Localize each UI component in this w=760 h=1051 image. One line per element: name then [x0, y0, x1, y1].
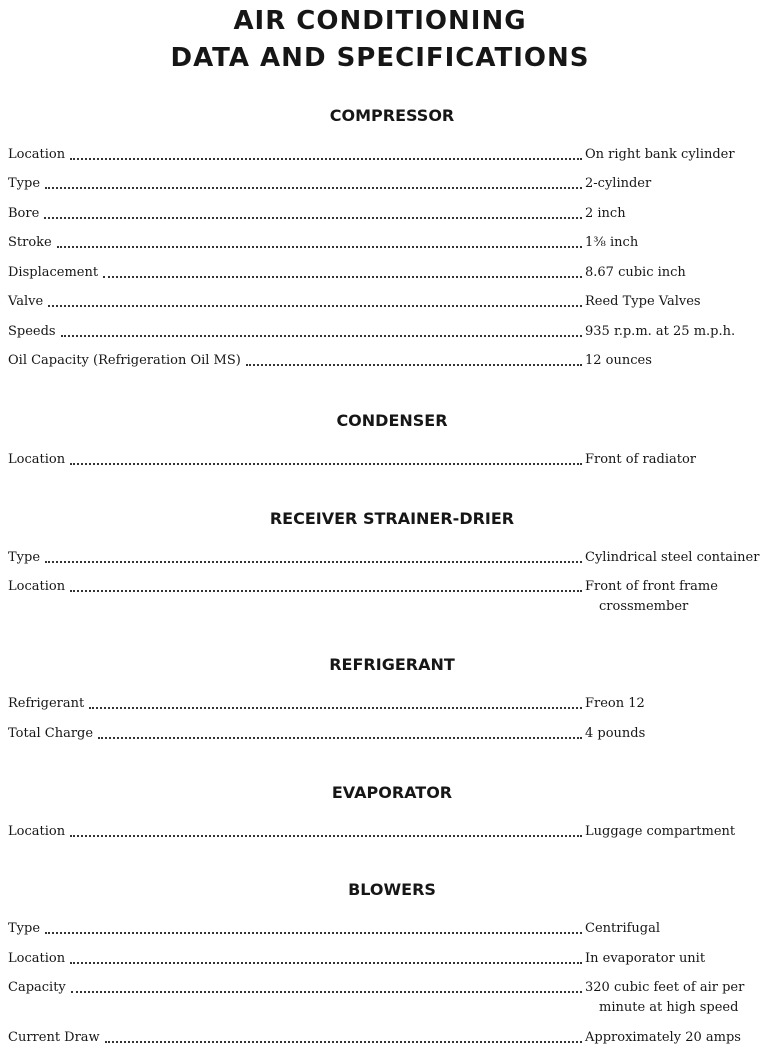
section-heading: REFRIGERANT: [329, 655, 455, 674]
dot-leader: [71, 991, 582, 993]
dot-leader: [105, 1041, 582, 1043]
dot-leader: [70, 962, 582, 964]
spec-row: [8, 264, 760, 284]
dot-leader: [70, 835, 582, 837]
dot-leader: [70, 463, 582, 465]
spec-value: 935 r.p.m. at 25 m.p.h.: [585, 324, 736, 339]
spec-value: On right bank cylinder: [585, 147, 735, 162]
spec-label: Type: [8, 921, 41, 936]
dot-leader: [70, 590, 582, 592]
spec-label: Total Charge: [8, 726, 94, 741]
spec-row: [8, 205, 760, 225]
spec-value: Front of radiator: [585, 452, 697, 467]
spec-label: Type: [8, 550, 41, 565]
spec-label: Stroke: [8, 235, 52, 250]
spec-label: Location: [8, 452, 66, 467]
spec-value: 1⅜ inch: [585, 235, 639, 250]
section-heading: EVAPORATOR: [331, 783, 453, 802]
spec-row: [8, 979, 760, 1015]
section-heading: BLOWERS: [348, 880, 436, 899]
spec-row: [8, 695, 760, 715]
dot-leader: [89, 707, 582, 709]
spec-value-line-2: minute at high speed: [599, 1000, 739, 1015]
spec-value: Cylindrical steel container: [585, 550, 760, 565]
spec-row: [8, 234, 760, 254]
spec-value-line-2: crossmember: [599, 599, 689, 614]
section-heading: CONDENSER: [336, 411, 448, 430]
spec-row: [8, 352, 760, 372]
page-title-line-2: DATA AND SPECIFICATIONS: [170, 43, 590, 73]
spec-label: Location: [8, 579, 66, 594]
spec-label: Location: [8, 147, 66, 162]
spec-row: [8, 451, 760, 471]
spec-value: 2 inch: [585, 206, 626, 221]
spec-row: [8, 175, 760, 195]
spec-value: 2-cylinder: [585, 176, 652, 191]
spec-label: Location: [8, 951, 66, 966]
spec-value: 8.67 cubic inch: [585, 265, 686, 280]
spec-row: [8, 293, 760, 313]
spec-value: Freon 12: [585, 696, 645, 711]
spec-label: Location: [8, 824, 66, 839]
spec-row: [8, 323, 760, 343]
dot-leader: [48, 305, 582, 307]
dot-leader: [246, 364, 582, 366]
section-heading: RECEIVER STRAINER-DRIER: [269, 509, 515, 528]
spec-label: Refrigerant: [8, 696, 85, 711]
spec-row: [8, 1029, 760, 1049]
spec-value: Luggage compartment: [585, 824, 736, 839]
spec-row: [8, 823, 760, 843]
spec-label: Valve: [8, 294, 44, 309]
spec-row: [8, 950, 760, 970]
dot-leader: [70, 158, 582, 160]
spec-label: Speeds: [8, 324, 56, 339]
spec-label: Capacity: [8, 980, 66, 995]
spec-value: In evaporator unit: [585, 951, 706, 966]
dot-leader: [103, 276, 582, 278]
spec-label: Oil Capacity (Refrigeration Oil MS): [8, 353, 241, 368]
spec-value: Approximately 20 amps: [585, 1030, 741, 1045]
spec-row: [8, 578, 760, 614]
spec-value: [585, 979, 760, 1017]
dot-leader: [45, 187, 582, 189]
dot-leader: [61, 335, 582, 337]
spec-value-line-1: Front of front frame: [585, 579, 718, 594]
spec-value: 12 ounces: [585, 353, 652, 368]
section-heading: COMPRESSOR: [329, 106, 455, 125]
spec-row: [8, 146, 760, 166]
spec-row: [8, 920, 760, 940]
dot-leader: [45, 932, 582, 934]
spec-label: Displacement: [8, 265, 99, 280]
spec-value: 4 pounds: [585, 726, 646, 741]
spec-label: Current Draw: [8, 1030, 100, 1045]
spec-row: [8, 549, 760, 569]
spec-value: [585, 578, 760, 616]
spec-row: [8, 725, 760, 745]
dot-leader: [98, 737, 582, 739]
dot-leader: [45, 561, 582, 563]
dot-leader: [57, 246, 582, 248]
spec-value: Reed Type Valves: [585, 294, 701, 309]
spec-label: Bore: [8, 206, 40, 221]
spec-value-line-1: 320 cubic feet of air per: [585, 980, 745, 995]
spec-label: Type: [8, 176, 41, 191]
page-title-line-1: AIR CONDITIONING: [233, 6, 527, 36]
dot-leader: [44, 217, 582, 219]
spec-value: Centrifugal: [585, 921, 661, 936]
